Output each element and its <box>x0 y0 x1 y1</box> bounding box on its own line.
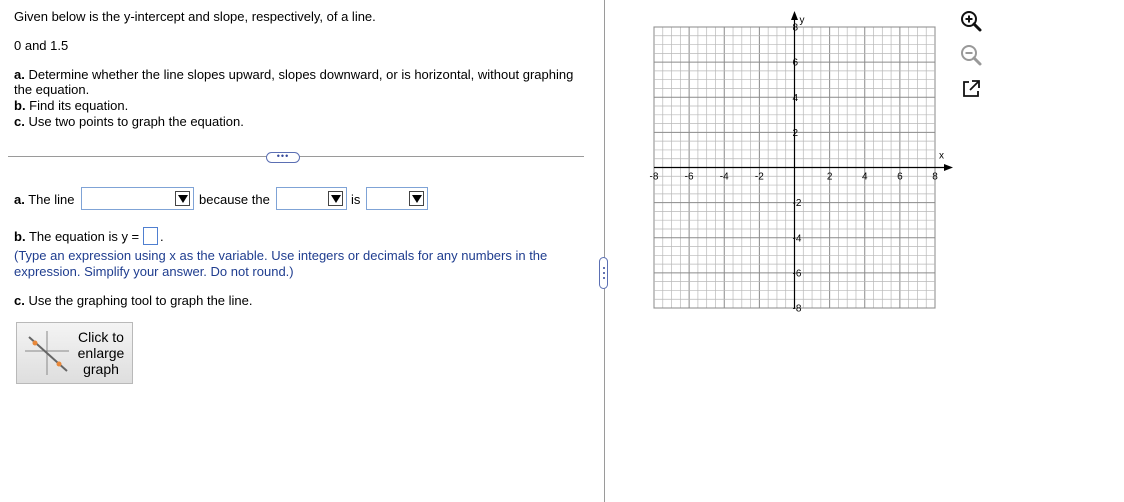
part-a-text: Determine whether the line slopes upward, slopes downward, or is horizontal, without graphing <box>24 67 574 82</box>
zoom-in-icon[interactable] <box>958 8 984 34</box>
part-c-label: c. <box>14 114 25 129</box>
equation-period: . <box>160 229 164 244</box>
x-tick-label: -8 <box>649 171 659 183</box>
enlarge-graph-button[interactable] <box>16 322 133 384</box>
answer-c-bold: c. <box>14 293 25 308</box>
x-axis-label: x <box>939 150 944 162</box>
quantity-select[interactable] <box>276 187 347 210</box>
part-a-label: a. <box>14 67 25 82</box>
answer-b-text: The equation is y = <box>25 229 140 244</box>
expand-question-button[interactable]: ••• <box>266 152 300 163</box>
y-axis-label: y <box>799 15 805 26</box>
y-axis-arrow <box>791 11 798 20</box>
part-b-instruction <box>14 98 128 113</box>
answer-c-text: Use the graphing tool to graph the line. <box>24 293 253 308</box>
y-tick-label: -4 <box>792 233 802 245</box>
answer-b-hint-line2: expression. Simplify your answer. Do not round.) <box>14 264 294 279</box>
part-c-instruction <box>14 114 244 129</box>
answer-a-text: The line <box>24 192 75 207</box>
x-tick-label: 4 <box>861 171 868 183</box>
answer-c-label <box>14 293 253 308</box>
line-direction-select[interactable] <box>81 187 194 210</box>
answer-b-bold: b. <box>14 229 26 244</box>
answer-b-hint-line1: (Type an expression using x as the variable. Use integers or decimals for any numbers in the <box>14 248 548 263</box>
zoom-out-icon[interactable] <box>958 42 984 68</box>
x-tick-label: 8 <box>932 171 938 183</box>
splitter-handle[interactable] <box>599 257 608 289</box>
answer-b-label <box>14 229 139 244</box>
answer-a-label <box>14 192 74 207</box>
x-tick-label: 2 <box>826 171 833 183</box>
question-values: 0 and 1.5 <box>14 38 69 53</box>
chevron-down-icon[interactable] <box>328 191 343 206</box>
part-c-text: Use two points to graph the equation. <box>24 114 244 129</box>
coordinate-graph[interactable] <box>646 8 956 318</box>
sign-select[interactable] <box>366 187 428 210</box>
equation-input[interactable] <box>143 227 158 245</box>
y-tick-label: -8 <box>792 303 802 315</box>
chevron-down-icon[interactable] <box>409 191 424 206</box>
answer-a-bold: a. <box>14 192 25 207</box>
x-axis-arrow <box>944 164 953 171</box>
enlarge-graph-label: Click to enlarge graph <box>77 329 125 377</box>
is-label: is <box>351 192 361 207</box>
part-b-text: Find its equation. <box>25 98 129 113</box>
because-the-label: because the <box>199 192 270 207</box>
x-tick-label: -4 <box>719 171 729 183</box>
x-tick-label: 6 <box>897 171 903 183</box>
x-tick-label: -6 <box>684 171 694 183</box>
y-tick-label: 6 <box>792 57 799 69</box>
y-tick-label: 8 <box>792 22 799 34</box>
y-tick-label: 2 <box>792 127 799 139</box>
external-link-icon[interactable] <box>958 76 984 102</box>
part-b-label: b. <box>14 98 26 113</box>
part-a-instruction <box>14 67 573 82</box>
y-tick-label: 4 <box>792 92 799 104</box>
y-tick-label: -6 <box>792 268 802 280</box>
question-intro: Given below is the y-intercept and slope, respectively, of a line. <box>14 9 376 24</box>
chevron-down-icon[interactable] <box>175 191 190 206</box>
x-tick-label: -2 <box>754 171 764 183</box>
y-tick-label: -2 <box>792 198 802 210</box>
part-a-instruction-cont: the equation. <box>14 82 90 97</box>
graph-thumbnail-icon <box>23 329 71 377</box>
panel-splitter[interactable] <box>604 0 605 502</box>
